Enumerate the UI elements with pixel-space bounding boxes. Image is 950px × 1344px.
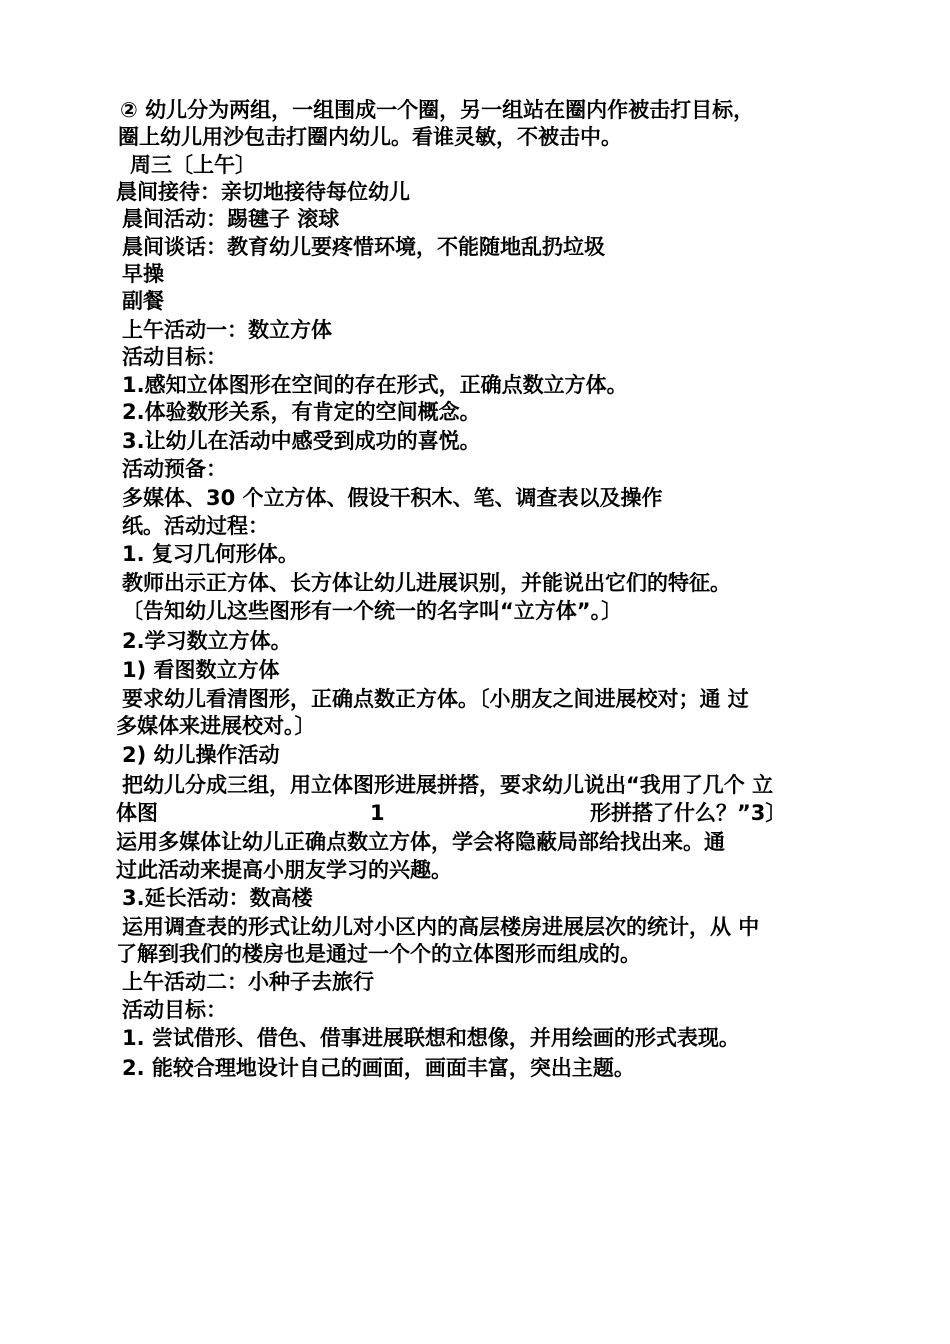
text-line: 2) 幼儿操作活动 xyxy=(122,743,280,767)
text-line: 晨间接待：亲切地接待每位幼儿 xyxy=(116,180,410,204)
text-line: 副餐 xyxy=(122,289,164,313)
text-line: 1. 复习几何形体。 xyxy=(122,542,299,566)
text-line: 运用多媒体让幼儿正确点数立方体，学会将隐蔽局部给找出来。通 xyxy=(116,830,725,854)
text-line: 纸。活动过程： xyxy=(122,514,269,538)
text-line: 2.学习数立方体。 xyxy=(122,629,292,653)
split-line-right: 形拼搭了什么？”3〕 xyxy=(590,801,787,825)
text-line: 1. 尝试借形、借色、借事进展联想和想像，并用绘画的形式表现。 xyxy=(122,1026,740,1050)
text-line: ② 幼儿分为两组，一组围成一个圈，另一组站在圈内作被击打目标， xyxy=(120,98,755,122)
text-line: 活动预备： xyxy=(122,457,227,481)
text-line: 2. 能较合理地设计自己的画面，画面丰富，突出主题。 xyxy=(122,1056,635,1080)
text-line: 3.延长活动：数高楼 xyxy=(122,886,313,910)
text-line: 早操 xyxy=(122,262,164,286)
text-line: 把幼儿分成三组，用立体图形进展拼搭，要求幼儿说出“我用了几个 立 xyxy=(122,773,774,797)
text-line: 2.体验数形关系，有肯定的空间概念。 xyxy=(122,400,481,424)
text-line: 要求幼儿看清图形，正确点数正方体。〔小朋友之间进展校对；通 过 xyxy=(122,687,749,711)
text-line: 了解到我们的楼房也是通过一个个的立体图形而组成的。 xyxy=(116,942,641,966)
text-line: 〔告知幼儿这些图形有一个统一的名字叫“立方体”。〕 xyxy=(122,599,623,623)
text-line: 3.让幼儿在活动中感受到成功的喜悦。 xyxy=(122,429,481,453)
text-line: 多媒体、30 个立方体、假设干积木、笔、调查表以及操作 xyxy=(122,486,663,510)
text-line: 1) 看图数立方体 xyxy=(122,658,280,682)
text-line: 活动目标： xyxy=(122,345,227,369)
text-line: 1.感知立体图形在空间的存在形式，正确点数立方体。 xyxy=(122,373,628,397)
text-line: 晨间活动：踢毽子 滚球 xyxy=(122,207,340,231)
text-line: 圈上幼儿用沙包击打圈内幼儿。看谁灵敏，不被击中。 xyxy=(118,125,622,149)
text-line: 运用调查表的形式让幼儿对小区内的高层楼房进展层次的统计，从 中 xyxy=(122,915,760,939)
text-line: 上午活动二：小种子去旅行 xyxy=(122,970,374,994)
text-line: 过此活动来提高小朋友学习的兴趣。 xyxy=(116,858,452,882)
text-line: 周三〔上午〕 xyxy=(130,153,256,177)
text-line: 活动目标： xyxy=(122,998,227,1022)
split-line-middle: 1 xyxy=(370,801,385,825)
split-line-left: 体图 xyxy=(116,801,158,825)
text-line: 多媒体来进展校对。〕 xyxy=(116,714,316,738)
text-line: 教师出示正方体、长方体让幼儿进展识别，并能说出它们的特征。 xyxy=(122,571,731,595)
text-line: 晨间谈话：教育幼儿要疼惜环境，不能随地乱扔垃圾 xyxy=(122,235,605,259)
text-line: 上午活动一：数立方体 xyxy=(122,318,332,342)
